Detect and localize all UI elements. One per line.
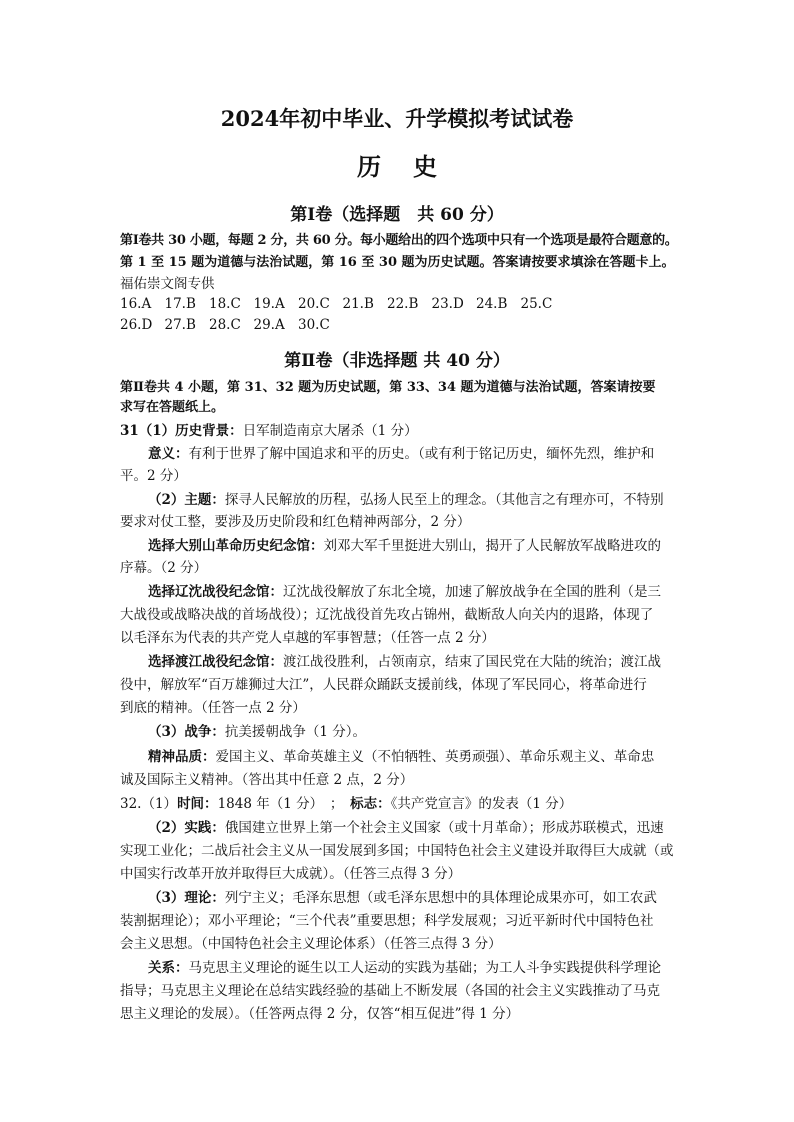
q31-liaoshen-cont: 大战役或战略决战的首场战役）；辽沈战役首先攻占锦州，截断敌人向关内的退路，体现了 (120, 607, 654, 623)
q31-spirit: 精神品质：爱国主义、革命英雄主义（不怕牺牲、英勇顽强）、革命乐观主义、革命忠 (148, 749, 655, 765)
answers-row-2 (120, 315, 343, 335)
subject-title: 历史 (357, 152, 469, 181)
q32-practice-cont: 实现工业化；二战后社会主义从一国发展到多国；中国特色社会主义建设并取得巨大成就（或 (120, 843, 674, 859)
exam-title: 2024年初中毕业、升学模拟考试试卷 (220, 106, 574, 131)
q31-spirit-cont: 诚及国际主义精神。（答出其中任意 2 点，2 分） (120, 772, 414, 788)
answer-item: 23.D (431, 296, 464, 312)
q31-dujiang-cont2: 到底的精神。（任答一点 2 分） (120, 700, 306, 716)
answer-item: 21.B (342, 296, 374, 312)
answer-item: 20.C (298, 296, 330, 312)
answer-item: 25.C (520, 296, 553, 312)
answer-item: 24.B (476, 296, 508, 312)
q31-theme-cont: 要求对仗工整，要涉及历史阶段和红色精神两部分，2 分） (120, 514, 471, 530)
q32-theory-cont2: 会主义思想。（中国特色社会主义理论体系）（任答三点得 3 分） (120, 936, 502, 952)
answer-item: 17.B (164, 296, 196, 312)
section1-instruction-2: 第 1 至 15 题为道德与法治试题，第 16 至 30 题为历史试题。答案请按要求填涂在答题卡上。 (120, 255, 675, 270)
answer-item: 16.A (120, 296, 152, 312)
q32-practice: （2）实践：俄国建立世界上第一个社会主义国家（或十月革命）；形成苏联模式，迅速 (148, 820, 664, 836)
q31-significance: 意义：有利于世界了解中国追求和平的历史。（或有利于铭记历史，缅怀先烈，维护和 (148, 446, 655, 462)
section2-instruction-2: 求写在答题纸上。 (120, 400, 225, 415)
q31-dabieshan-cont: 序幕。（2 分） (120, 560, 208, 576)
q32-relation: 关系：马克思主义理论的诞生以工人运动的实践为基础；为工人斗争实践提供科学理论 (148, 960, 661, 976)
section1-title: 第Ⅰ卷（选择题 共 60 分） (290, 205, 504, 225)
answer-item: 18.C (209, 296, 241, 312)
answer-item: 19.A (253, 296, 285, 312)
q31-significance-cont: 平。2 分） (120, 468, 187, 484)
q31-dujiang: 选择渡江战役纪念馆：渡江战役胜利，占领南京，结束了国民党在大陆的统治；渡江战 (148, 654, 661, 670)
answers-row-1 (120, 294, 565, 314)
q32-theory: （3）理论：列宁主义；毛泽东思想（或毛泽东思想中的具体理论成果亦可，如工农武 (148, 890, 657, 906)
q32-practice-cont2: 中国实行改革开放并取得巨大成就）。（任答三点得 3 分） (120, 866, 462, 882)
section2-instruction-1: 第Ⅱ卷共 4 小题，第 31、32 题为历史试题，第 33、34 题为道德与法治试题，答案请按要 (120, 380, 656, 395)
q32-time: 32.（1）时间：1848 年（1 分） ； 标志：《共产党宣言》的发表（1 分） (120, 796, 573, 812)
answer-item: 28.C (209, 317, 241, 333)
answer-item: 29.A (253, 317, 285, 333)
answer-item: 22.B (387, 296, 419, 312)
q31-dujiang-cont: 役中，解放军“百万雄狮过大江”，人民群众踊跃支援前线，体现了军民同心，将革命进行 (120, 677, 647, 693)
answer-item: 30.C (298, 317, 330, 333)
watermark-text: 福佑崇文阁专供 (120, 276, 215, 292)
q32-relation-cont2: 思主义理论的发展）。（任答两点得 2 分，仅答“相互促进”得 1 分） (120, 1006, 520, 1022)
section2-title: 第Ⅱ卷（非选择题 共 40 分） (284, 351, 510, 371)
section1-instruction-1: 第Ⅰ卷共 30 小题，每题 2 分，共 60 分。每小题给出的四个选项中只有一个选项是最符合题意的。 (120, 233, 678, 248)
q31-war: （3）战争：抗美援朝战争（1 分）。 (148, 724, 367, 740)
q32-relation-cont: 指导；马克思主义理论在总结实践经验的基础上不断发展（各国的社会主义实践推动了马克 (120, 983, 660, 999)
q31-theme: （2）主题：探寻人民解放的历程，弘扬人民至上的理念。（其他言之有理亦可，不特别 (148, 492, 664, 508)
q31-dabieshan: 选择大别山革命历史纪念馆：刘邓大军千里挺进大别山，揭开了人民解放军战略进攻的 (148, 538, 661, 554)
answer-item: 27.B (164, 317, 196, 333)
q31-liaoshen-cont2: 以毛泽东为代表的共产党人卓越的军事智慧；（任答一点 2 分） (120, 630, 495, 646)
q31-liaoshen: 选择辽沈战役纪念馆：辽沈战役解放了东北全境，加速了解放战争在全国的胜利（是三 (148, 584, 661, 600)
q32-theory-cont: 装割据理论）；邓小平理论；“三个代表”重要思想；科学发展观；习近平新时代中国特色社 (120, 913, 654, 929)
q31-background: 31（1）历史背景：日军制造南京大屠杀（1 分） (120, 423, 418, 439)
answer-item: 26.D (120, 317, 153, 333)
